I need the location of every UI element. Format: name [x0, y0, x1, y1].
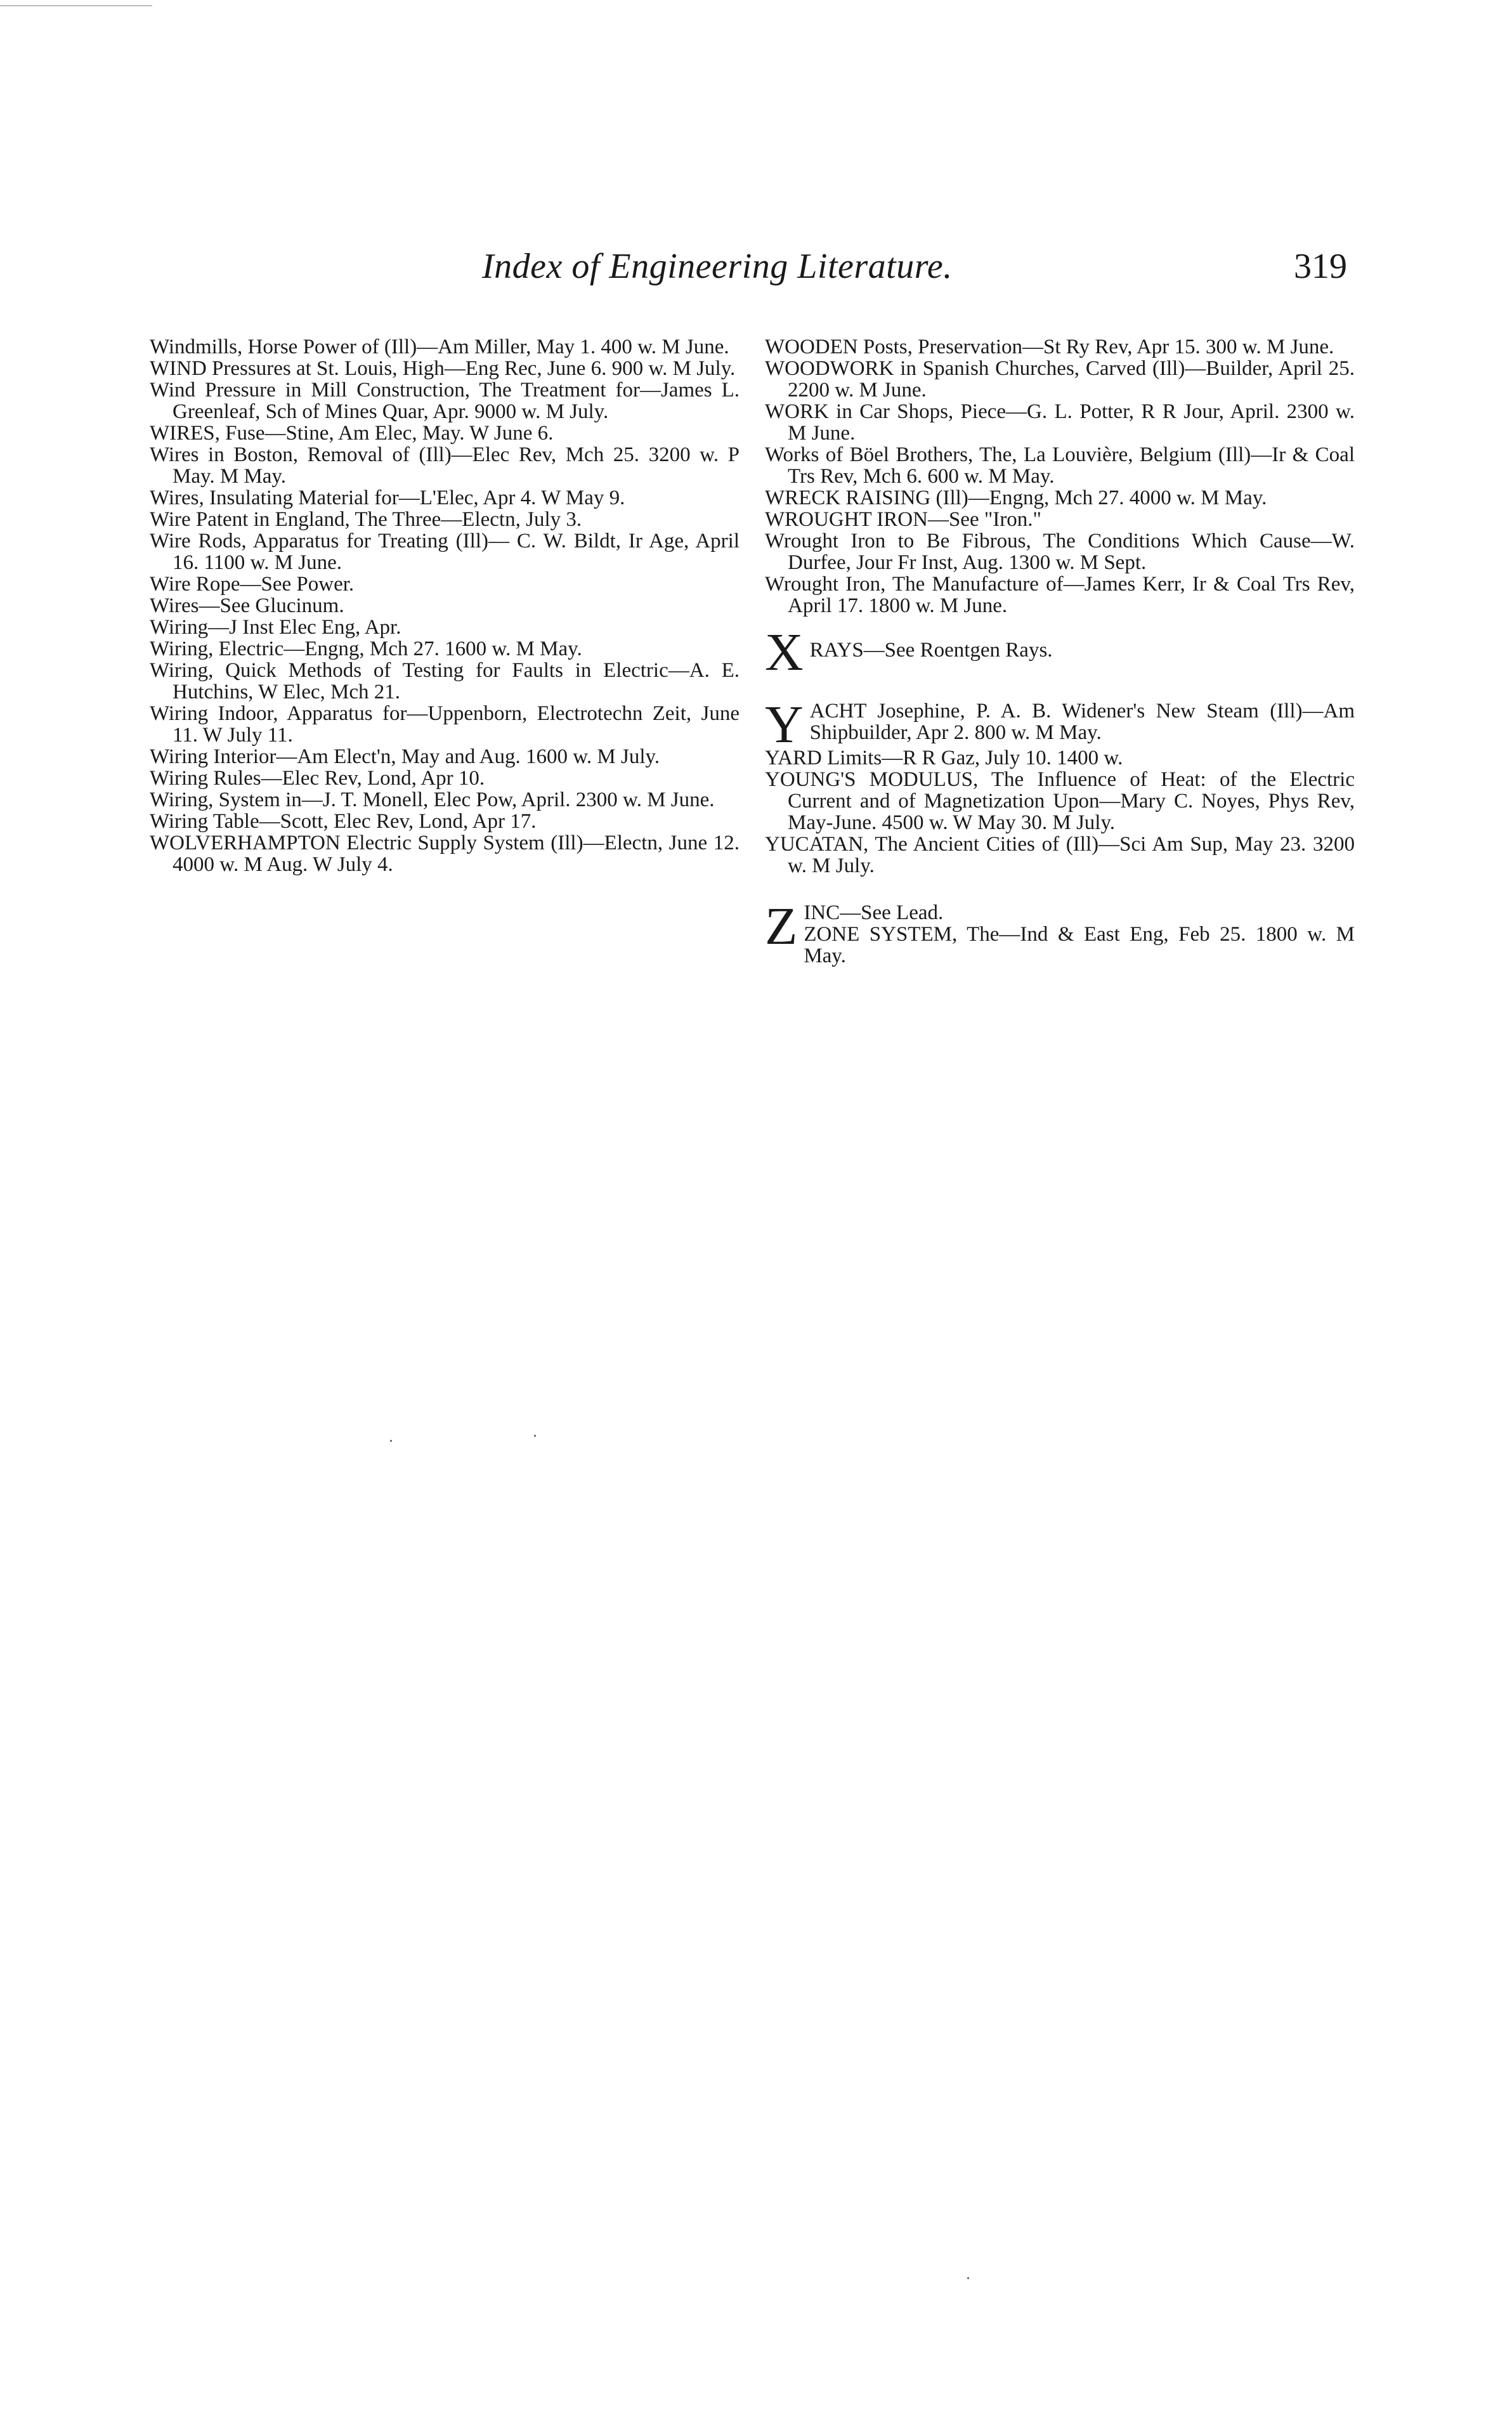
running-header-title: Index of Engineering Literature.	[482, 247, 953, 286]
index-entry: Wires, Insulating Material for—L'Elec, Apr 4. W May 9.	[150, 487, 625, 509]
paper-speck	[534, 1435, 536, 1437]
index-entry: YARD Limits—R R Gaz, July 10. 1400 w.	[765, 747, 1123, 769]
index-entry: Wiring Interior—Am Elect'n, May and Aug. 1600 w. M July.	[150, 745, 660, 768]
index-entry: Wiring—J Inst Elec Eng, Apr.	[150, 616, 401, 639]
section-initial-z: Z	[765, 897, 798, 956]
page-number: 319	[1294, 247, 1347, 286]
index-entry: Wiring Indoor, Apparatus for—Uppenborn, Electrotechn Zeit, June 11. W July 11.	[150, 702, 740, 747]
index-entry: INC—See Lead.	[804, 901, 944, 924]
index-entry: Wires in Boston, Removal of (Ill)—Elec Rev, Mch 25. 3200 w. P May. M May.	[150, 443, 740, 488]
index-entry: WIND Pressures at St. Louis, High—Eng Rec, June 6. 900 w. M July.	[150, 357, 736, 380]
paper-speck	[967, 2277, 969, 2279]
index-entry: Wind Pressure in Mill Construction, The Treatment for—James L. Greenleaf, Sch of Mines Quar, Apr. 9000 w. M July.	[150, 379, 740, 423]
index-entry: WIRES, Fuse—Stine, Am Elec, May. W June 6.	[150, 422, 554, 445]
left-column	[150, 336, 740, 875]
top-edge-rule	[0, 5, 152, 6]
index-entry: Wiring, Electric—Engng, Mch 27. 1600 w. M May.	[150, 637, 582, 660]
index-entry: Wiring, Quick Methods of Testing for Faults in Electric—A. E. Hutchins, W Elec, Mch 21.	[150, 659, 740, 703]
index-entry: RAYS—See Roentgen Rays.	[809, 639, 1053, 662]
right-column	[765, 336, 1355, 967]
index-entry: Wire Rods, Apparatus for Treating (Ill)— C. W. Bildt, Ir Age, April 16. 1100 w. M June.	[150, 530, 740, 574]
section-initial-y: Y	[765, 695, 804, 754]
section-y	[765, 695, 1355, 877]
index-entry: YOUNG'S MODULUS, The Influence of Heat: of the Electric Current and of Magnetization Upon—Mary C. Noyes, Phys Rev, May-June. 4500 w. W May 30. M July.	[765, 768, 1355, 834]
index-entry: WORK in Car Shops, Piece—G. L. Potter, R R Jour, April. 2300 w. M June.	[765, 400, 1355, 445]
index-entry: Wire Patent in England, The Three—Electn, July 3.	[150, 508, 582, 531]
index-entry: Wiring Rules—Elec Rev, Lond, Apr 10.	[150, 767, 485, 790]
section-z	[765, 897, 1355, 967]
index-entry: Wiring Table—Scott, Elec Rev, Lond, Apr 17.	[150, 810, 537, 833]
index-entry: WOODEN Posts, Preservation—St Ry Rev, Apr 15. 300 w. M June.	[765, 336, 1334, 358]
index-entry: WRECK RAISING (Ill)—Engng, Mch 27. 4000 w. M May.	[765, 487, 1267, 509]
index-entry: Windmills, Horse Power of (Ill)—Am Miller, May 1. 400 w. M June.	[150, 336, 729, 358]
paper-speck	[390, 1440, 392, 1442]
index-entry: Wrought Iron, The Manufacture of—James Kerr, Ir & Coal Trs Rev, April 17. 1800 w. M June.	[765, 573, 1355, 617]
index-entry: WROUGHT IRON—See "Iron."	[765, 508, 1042, 531]
index-entry: Wiring, System in—J. T. Monell, Elec Pow, April. 2300 w. M June.	[150, 788, 715, 811]
index-entry: Works of Böel Brothers, The, La Louvière, Belgium (Ill)—Ir & Coal Trs Rev, Mch 6. 600 w. M May.	[765, 443, 1355, 488]
section-x	[765, 623, 1355, 682]
section-initial-x: X	[765, 623, 804, 682]
index-entry: Wrought Iron to Be Fibrous, The Conditions Which Cause—W. Durfee, Jour Fr Inst, Aug. 1300 w. M Sept.	[765, 530, 1355, 574]
index-entry: WOODWORK in Spanish Churches, Carved (Ill)—Builder, April 25. 2200 w. M June.	[765, 357, 1355, 402]
index-entry: YUCATAN, The Ancient Cities of (Ill)—Sci Am Sup, May 23. 3200 w. M July.	[765, 833, 1355, 877]
index-entry: ACHT Josephine, P. A. B. Widener's New Steam (Ill)—Am Shipbuilder, Apr 2. 800 w. M May.	[809, 700, 1355, 744]
index-entry: Wires—See Glucinum.	[150, 594, 344, 617]
index-entry: ZONE SYSTEM, The—Ind & East Eng, Feb 25. 1800 w. M May.	[804, 923, 1355, 967]
index-entry: Wire Rope—See Power.	[150, 573, 355, 596]
index-entry: WOLVERHAMPTON Electric Supply System (Ill)—Electn, June 12. 4000 w. M Aug. W July 4.	[150, 832, 740, 876]
